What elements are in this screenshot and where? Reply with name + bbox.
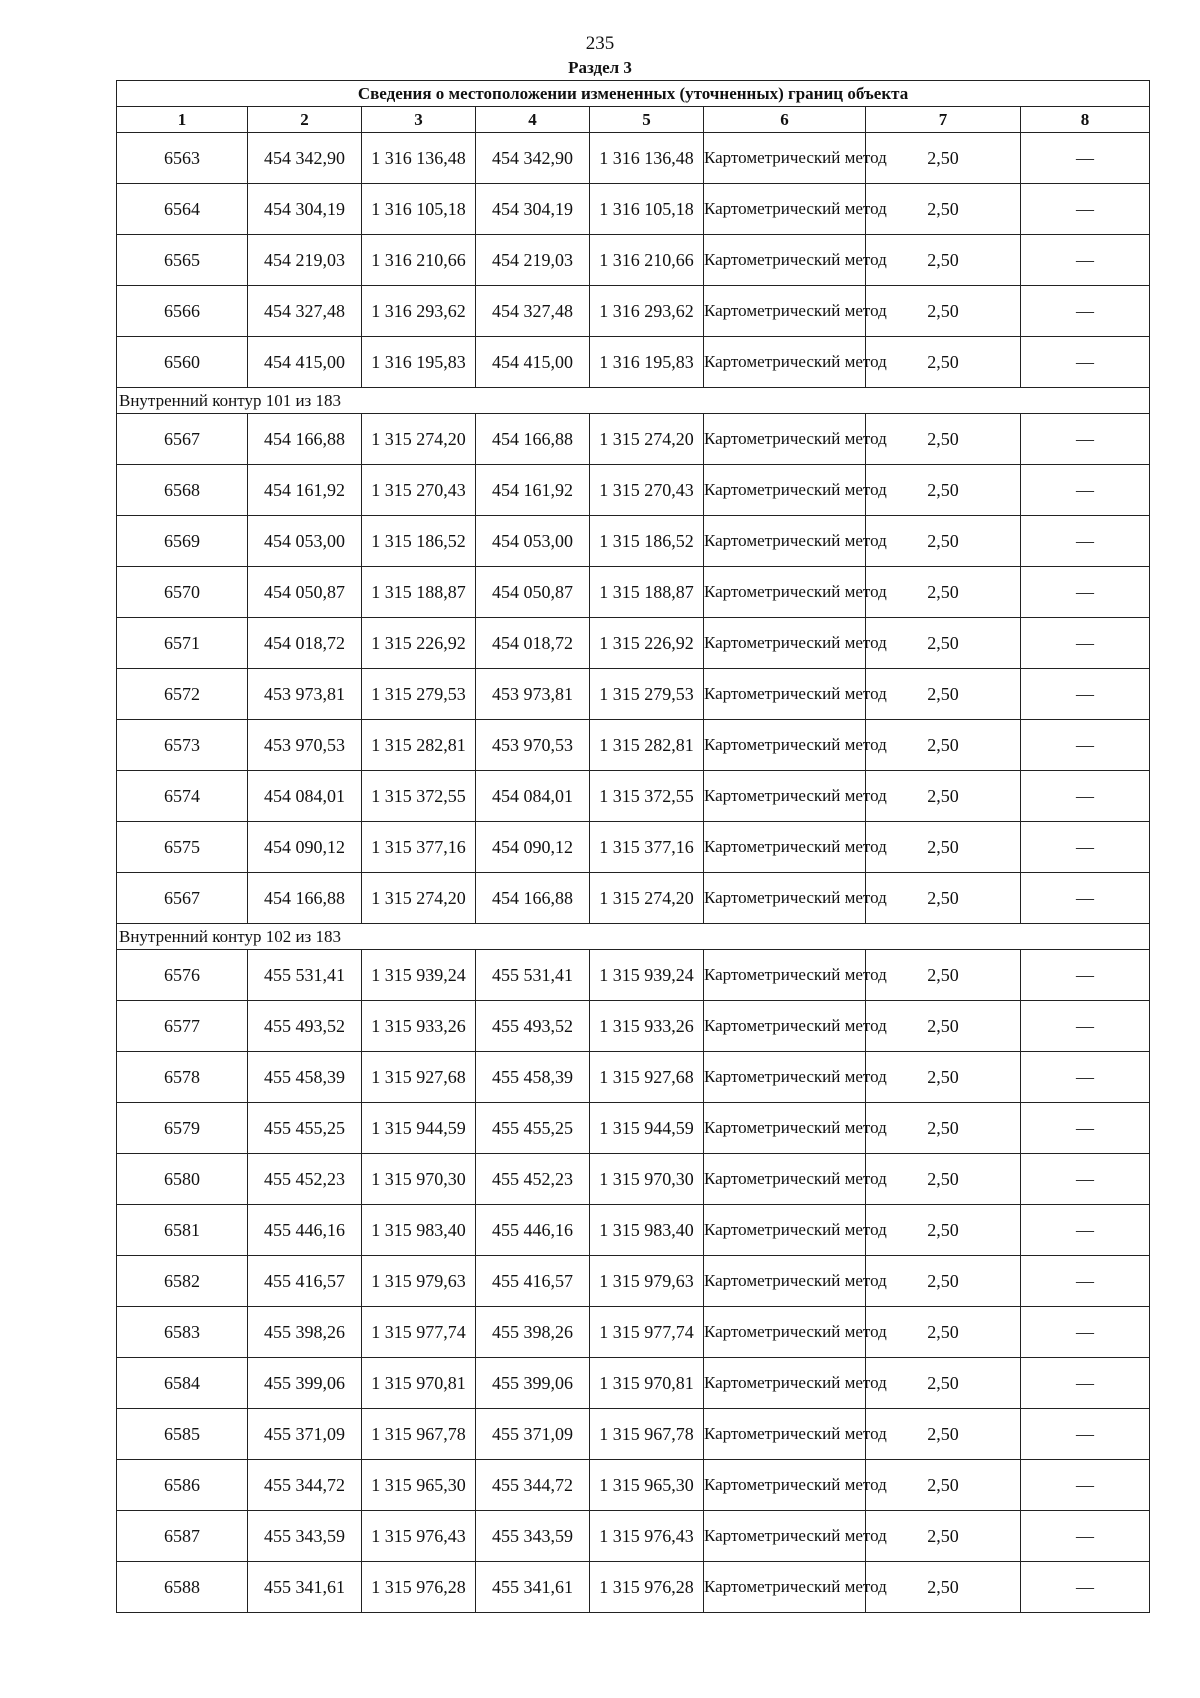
point-number-cell: 6569 — [117, 516, 248, 567]
table-row — [117, 465, 1150, 516]
accuracy-cell: 2,50 — [866, 1358, 1021, 1409]
coord-x-existing-cell: 455 416,57 — [248, 1256, 362, 1307]
point-number-cell: 6572 — [117, 669, 248, 720]
coord-x-new-cell: 455 399,06 — [476, 1358, 590, 1409]
accuracy-cell: 2,50 — [866, 414, 1021, 465]
point-number-cell: 6567 — [117, 873, 248, 924]
coord-x-existing-cell: 455 341,61 — [248, 1562, 362, 1613]
coord-y-existing-cell: 1 315 274,20 — [362, 414, 476, 465]
coord-x-new-cell: 454 090,12 — [476, 822, 590, 873]
description-cell: — — [1021, 720, 1150, 771]
table-row — [117, 1103, 1150, 1154]
coord-x-new-cell: 454 053,00 — [476, 516, 590, 567]
coord-x-new-cell: 454 018,72 — [476, 618, 590, 669]
description-cell: — — [1021, 133, 1150, 184]
coord-y-existing-cell: 1 315 970,81 — [362, 1358, 476, 1409]
coord-y-new-cell: 1 315 933,26 — [590, 1001, 704, 1052]
table-row — [117, 669, 1150, 720]
method-text: Картометрический метод — [704, 582, 887, 601]
accuracy-cell: 2,50 — [866, 1052, 1021, 1103]
point-number-cell: 6582 — [117, 1256, 248, 1307]
coord-x-existing-cell: 455 493,52 — [248, 1001, 362, 1052]
point-number-cell: 6575 — [117, 822, 248, 873]
method-text: Картометрический метод — [704, 1220, 887, 1239]
accuracy-cell: 2,50 — [866, 516, 1021, 567]
coord-y-new-cell: 1 315 983,40 — [590, 1205, 704, 1256]
coord-x-new-cell: 455 458,39 — [476, 1052, 590, 1103]
coord-x-existing-cell: 455 399,06 — [248, 1358, 362, 1409]
coord-x-new-cell: 455 531,41 — [476, 950, 590, 1001]
coord-y-new-cell: 1 315 977,74 — [590, 1307, 704, 1358]
accuracy-cell: 2,50 — [866, 235, 1021, 286]
method-cell — [704, 1001, 887, 1052]
method-cell — [704, 133, 887, 184]
accuracy-cell: 2,50 — [866, 465, 1021, 516]
method-text: Картометрический метод — [704, 1322, 887, 1341]
description-cell: — — [1021, 1052, 1150, 1103]
coord-x-existing-cell: 454 327,48 — [248, 286, 362, 337]
accuracy-cell: 2,50 — [866, 950, 1021, 1001]
method-text: Картометрический метод — [704, 148, 887, 167]
coord-y-existing-cell: 1 315 970,30 — [362, 1154, 476, 1205]
column-number-row — [117, 107, 1150, 133]
coord-x-existing-cell: 454 053,00 — [248, 516, 362, 567]
table-row — [117, 1409, 1150, 1460]
method-text: Картометрический метод — [704, 1475, 887, 1494]
accuracy-cell: 2,50 — [866, 822, 1021, 873]
point-number-cell: 6560 — [117, 337, 248, 388]
description-cell: — — [1021, 1001, 1150, 1052]
column-header: 2 — [248, 107, 362, 133]
coord-x-existing-cell: 455 398,26 — [248, 1307, 362, 1358]
point-number-cell: 6576 — [117, 950, 248, 1001]
coord-y-existing-cell: 1 315 270,43 — [362, 465, 476, 516]
method-cell — [704, 771, 887, 822]
accuracy-cell: 2,50 — [866, 567, 1021, 618]
point-number-cell: 6568 — [117, 465, 248, 516]
table-row — [117, 286, 1150, 337]
method-cell — [704, 465, 887, 516]
accuracy-cell: 2,50 — [866, 1256, 1021, 1307]
method-cell — [704, 1307, 887, 1358]
table-row — [117, 567, 1150, 618]
description-cell: — — [1021, 337, 1150, 388]
description-cell: — — [1021, 184, 1150, 235]
table-row — [117, 1205, 1150, 1256]
accuracy-cell: 2,50 — [866, 873, 1021, 924]
point-number-cell: 6565 — [117, 235, 248, 286]
point-number-cell: 6583 — [117, 1307, 248, 1358]
coord-y-existing-cell: 1 315 965,30 — [362, 1460, 476, 1511]
method-cell — [704, 184, 887, 235]
description-cell: — — [1021, 235, 1150, 286]
coord-x-existing-cell: 455 531,41 — [248, 950, 362, 1001]
description-cell: — — [1021, 414, 1150, 465]
method-cell — [704, 1562, 887, 1613]
coord-x-existing-cell: 454 090,12 — [248, 822, 362, 873]
point-number-cell: 6564 — [117, 184, 248, 235]
table-row — [117, 720, 1150, 771]
coord-y-new-cell: 1 316 210,66 — [590, 235, 704, 286]
point-number-cell: 6566 — [117, 286, 248, 337]
description-cell: — — [1021, 465, 1150, 516]
coord-y-existing-cell: 1 315 967,78 — [362, 1409, 476, 1460]
table-row — [117, 414, 1150, 465]
table-row — [117, 1460, 1150, 1511]
method-text: Картометрический метод — [704, 1118, 887, 1137]
coord-x-existing-cell: 455 343,59 — [248, 1511, 362, 1562]
description-cell: — — [1021, 1307, 1150, 1358]
coord-y-existing-cell: 1 315 377,16 — [362, 822, 476, 873]
coord-y-new-cell: 1 316 195,83 — [590, 337, 704, 388]
coord-y-new-cell: 1 315 976,43 — [590, 1511, 704, 1562]
method-cell — [704, 286, 887, 337]
coord-x-new-cell: 455 371,09 — [476, 1409, 590, 1460]
coord-x-new-cell: 455 343,59 — [476, 1511, 590, 1562]
coord-y-existing-cell: 1 315 983,40 — [362, 1205, 476, 1256]
point-number-cell: 6580 — [117, 1154, 248, 1205]
coord-y-existing-cell: 1 316 210,66 — [362, 235, 476, 286]
coord-x-existing-cell: 453 970,53 — [248, 720, 362, 771]
description-cell: — — [1021, 1103, 1150, 1154]
table-caption-row — [117, 81, 1150, 107]
description-cell: — — [1021, 771, 1150, 822]
coord-y-new-cell: 1 315 186,52 — [590, 516, 704, 567]
coord-y-existing-cell: 1 315 186,52 — [362, 516, 476, 567]
description-cell: — — [1021, 950, 1150, 1001]
method-cell — [704, 1460, 887, 1511]
column-header: 4 — [476, 107, 590, 133]
coord-x-new-cell: 454 342,90 — [476, 133, 590, 184]
table-row — [117, 1154, 1150, 1205]
method-text: Картометрический метод — [704, 965, 887, 984]
method-text: Картометрический метод — [704, 633, 887, 652]
coord-y-new-cell: 1 315 270,43 — [590, 465, 704, 516]
method-cell — [704, 414, 887, 465]
method-text: Картометрический метод — [704, 480, 887, 499]
coord-y-new-cell: 1 315 970,30 — [590, 1154, 704, 1205]
point-number-cell: 6574 — [117, 771, 248, 822]
coord-x-existing-cell: 455 446,16 — [248, 1205, 362, 1256]
coord-x-new-cell: 453 973,81 — [476, 669, 590, 720]
accuracy-cell: 2,50 — [866, 184, 1021, 235]
coord-x-existing-cell: 454 166,88 — [248, 873, 362, 924]
description-cell: — — [1021, 1256, 1150, 1307]
method-cell — [704, 822, 887, 873]
description-cell: — — [1021, 286, 1150, 337]
point-number-cell: 6578 — [117, 1052, 248, 1103]
coord-x-new-cell: 454 219,03 — [476, 235, 590, 286]
coord-x-existing-cell: 454 018,72 — [248, 618, 362, 669]
method-text: Картометрический метод — [704, 1577, 887, 1596]
point-number-cell: 6581 — [117, 1205, 248, 1256]
table-row — [117, 516, 1150, 567]
method-cell — [704, 950, 887, 1001]
coord-y-new-cell: 1 315 377,16 — [590, 822, 704, 873]
coord-x-existing-cell: 454 161,92 — [248, 465, 362, 516]
method-text: Картометрический метод — [704, 352, 887, 371]
method-cell — [704, 1256, 887, 1307]
method-text: Картометрический метод — [704, 837, 887, 856]
method-cell — [704, 337, 887, 388]
method-text: Картометрический метод — [704, 1067, 887, 1086]
point-number-cell: 6563 — [117, 133, 248, 184]
coord-y-existing-cell: 1 315 944,59 — [362, 1103, 476, 1154]
table-row — [117, 1052, 1150, 1103]
method-text: Картометрический метод — [704, 888, 887, 907]
description-cell: — — [1021, 618, 1150, 669]
table-row — [117, 235, 1150, 286]
coord-x-new-cell: 454 084,01 — [476, 771, 590, 822]
table-row — [117, 873, 1150, 924]
method-text: Картометрический метод — [704, 684, 887, 703]
coord-x-existing-cell: 454 166,88 — [248, 414, 362, 465]
column-header: 3 — [362, 107, 476, 133]
coord-y-new-cell: 1 315 372,55 — [590, 771, 704, 822]
table-row — [117, 618, 1150, 669]
point-number-cell: 6579 — [117, 1103, 248, 1154]
point-number-cell: 6577 — [117, 1001, 248, 1052]
table-row — [117, 1001, 1150, 1052]
coord-x-existing-cell: 454 219,03 — [248, 235, 362, 286]
coord-y-new-cell: 1 315 274,20 — [590, 414, 704, 465]
description-cell: — — [1021, 1154, 1150, 1205]
method-text: Картометрический метод — [704, 429, 887, 448]
coord-x-new-cell: 455 452,23 — [476, 1154, 590, 1205]
coord-x-new-cell: 455 341,61 — [476, 1562, 590, 1613]
boundary-coordinates-table — [116, 80, 1150, 1613]
accuracy-cell: 2,50 — [866, 669, 1021, 720]
contour-label: Внутренний контур 102 из 183 — [117, 924, 1150, 950]
coord-y-new-cell: 1 315 970,81 — [590, 1358, 704, 1409]
method-cell — [704, 1052, 887, 1103]
coord-y-new-cell: 1 316 105,18 — [590, 184, 704, 235]
section-title: Раздел 3 — [568, 58, 632, 77]
method-text: Картометрический метод — [704, 1271, 887, 1290]
coord-y-existing-cell: 1 316 293,62 — [362, 286, 476, 337]
table-row — [117, 1358, 1150, 1409]
coord-x-existing-cell: 454 304,19 — [248, 184, 362, 235]
coord-y-new-cell: 1 315 979,63 — [590, 1256, 704, 1307]
coord-x-new-cell: 454 166,88 — [476, 873, 590, 924]
coord-y-new-cell: 1 315 939,24 — [590, 950, 704, 1001]
accuracy-cell: 2,50 — [866, 771, 1021, 822]
coord-y-existing-cell: 1 315 933,26 — [362, 1001, 476, 1052]
coord-y-new-cell: 1 315 226,92 — [590, 618, 704, 669]
coord-x-new-cell: 455 398,26 — [476, 1307, 590, 1358]
coord-x-new-cell: 454 166,88 — [476, 414, 590, 465]
column-header: 1 — [117, 107, 248, 133]
table-body — [117, 133, 1150, 1613]
column-header: 6 — [704, 107, 866, 133]
description-cell: — — [1021, 1511, 1150, 1562]
column-header: 7 — [866, 107, 1021, 133]
accuracy-cell: 2,50 — [866, 337, 1021, 388]
coord-x-new-cell: 455 446,16 — [476, 1205, 590, 1256]
coord-x-existing-cell: 454 415,00 — [248, 337, 362, 388]
method-text: Картометрический метод — [704, 1016, 887, 1035]
method-cell — [704, 1358, 887, 1409]
coord-x-new-cell: 453 970,53 — [476, 720, 590, 771]
point-number-cell: 6586 — [117, 1460, 248, 1511]
accuracy-cell: 2,50 — [866, 1154, 1021, 1205]
method-cell — [704, 1205, 887, 1256]
table-row — [117, 1562, 1150, 1613]
coord-y-new-cell: 1 315 967,78 — [590, 1409, 704, 1460]
coord-y-new-cell: 1 315 282,81 — [590, 720, 704, 771]
point-number-cell: 6571 — [117, 618, 248, 669]
method-cell — [704, 618, 887, 669]
coord-y-existing-cell: 1 315 979,63 — [362, 1256, 476, 1307]
table-row — [117, 950, 1150, 1001]
method-cell — [704, 1103, 887, 1154]
description-cell: — — [1021, 873, 1150, 924]
description-cell: — — [1021, 1562, 1150, 1613]
method-text: Картометрический метод — [704, 1424, 887, 1443]
coord-x-existing-cell: 455 455,25 — [248, 1103, 362, 1154]
description-cell: — — [1021, 1205, 1150, 1256]
point-number-cell: 6573 — [117, 720, 248, 771]
coord-x-new-cell: 455 416,57 — [476, 1256, 590, 1307]
method-cell — [704, 669, 887, 720]
coord-y-existing-cell: 1 315 976,43 — [362, 1511, 476, 1562]
coord-y-existing-cell: 1 315 976,28 — [362, 1562, 476, 1613]
coord-y-new-cell: 1 316 293,62 — [590, 286, 704, 337]
contour-label: Внутренний контур 101 из 183 — [117, 388, 1150, 414]
coord-x-new-cell: 455 344,72 — [476, 1460, 590, 1511]
accuracy-cell: 2,50 — [866, 1307, 1021, 1358]
method-cell — [704, 516, 887, 567]
method-cell — [704, 873, 887, 924]
coord-x-existing-cell: 455 371,09 — [248, 1409, 362, 1460]
coord-x-new-cell: 454 161,92 — [476, 465, 590, 516]
accuracy-cell: 2,50 — [866, 1205, 1021, 1256]
method-cell — [704, 567, 887, 618]
description-cell: — — [1021, 669, 1150, 720]
table-row — [117, 771, 1150, 822]
coord-y-existing-cell: 1 315 279,53 — [362, 669, 476, 720]
method-text: Картометрический метод — [704, 1526, 887, 1545]
coord-y-new-cell: 1 315 188,87 — [590, 567, 704, 618]
method-text: Картометрический метод — [704, 786, 887, 805]
description-cell: — — [1021, 516, 1150, 567]
point-number-cell: 6567 — [117, 414, 248, 465]
accuracy-cell: 2,50 — [866, 286, 1021, 337]
coord-y-existing-cell: 1 315 188,87 — [362, 567, 476, 618]
coord-y-new-cell: 1 315 976,28 — [590, 1562, 704, 1613]
accuracy-cell: 2,50 — [866, 1001, 1021, 1052]
coord-x-existing-cell: 455 458,39 — [248, 1052, 362, 1103]
method-cell — [704, 1154, 887, 1205]
accuracy-cell: 2,50 — [866, 133, 1021, 184]
method-text: Картометрический метод — [704, 735, 887, 754]
coord-y-existing-cell: 1 315 977,74 — [362, 1307, 476, 1358]
accuracy-cell: 2,50 — [866, 1460, 1021, 1511]
method-cell — [704, 720, 887, 771]
coord-y-new-cell: 1 316 136,48 — [590, 133, 704, 184]
contour-header-row — [117, 388, 1150, 414]
description-cell: — — [1021, 1460, 1150, 1511]
coord-x-new-cell: 454 050,87 — [476, 567, 590, 618]
coord-y-new-cell: 1 315 927,68 — [590, 1052, 704, 1103]
method-cell — [704, 1511, 887, 1562]
table-row — [117, 184, 1150, 235]
column-header: 5 — [590, 107, 704, 133]
coord-x-existing-cell: 455 344,72 — [248, 1460, 362, 1511]
description-cell: — — [1021, 1358, 1150, 1409]
point-number-cell: 6587 — [117, 1511, 248, 1562]
method-text: Картометрический метод — [704, 1373, 887, 1392]
coord-x-existing-cell: 455 452,23 — [248, 1154, 362, 1205]
coord-x-new-cell: 455 455,25 — [476, 1103, 590, 1154]
table-row — [117, 1307, 1150, 1358]
contour-header-row — [117, 924, 1150, 950]
table-row — [117, 133, 1150, 184]
column-header: 8 — [1021, 107, 1150, 133]
coord-x-new-cell: 454 415,00 — [476, 337, 590, 388]
method-text: Картометрический метод — [704, 1169, 887, 1188]
coord-x-existing-cell: 454 050,87 — [248, 567, 362, 618]
table-row — [117, 1256, 1150, 1307]
coord-y-existing-cell: 1 315 372,55 — [362, 771, 476, 822]
coord-y-new-cell: 1 315 944,59 — [590, 1103, 704, 1154]
coord-y-existing-cell: 1 315 282,81 — [362, 720, 476, 771]
coord-y-existing-cell: 1 316 195,83 — [362, 337, 476, 388]
table-caption: Сведения о местоположении измененных (уточненных) границ объекта — [117, 81, 1150, 107]
description-cell: — — [1021, 1409, 1150, 1460]
description-cell: — — [1021, 822, 1150, 873]
table-row — [117, 822, 1150, 873]
point-number-cell: 6585 — [117, 1409, 248, 1460]
coord-y-existing-cell: 1 315 939,24 — [362, 950, 476, 1001]
coord-y-existing-cell: 1 316 105,18 — [362, 184, 476, 235]
point-number-cell: 6588 — [117, 1562, 248, 1613]
accuracy-cell: 2,50 — [866, 618, 1021, 669]
coord-y-new-cell: 1 315 965,30 — [590, 1460, 704, 1511]
table-row — [117, 1511, 1150, 1562]
accuracy-cell: 2,50 — [866, 720, 1021, 771]
coord-x-existing-cell: 453 973,81 — [248, 669, 362, 720]
table-row — [117, 337, 1150, 388]
coord-x-new-cell: 455 493,52 — [476, 1001, 590, 1052]
method-text: Картометрический метод — [704, 301, 887, 320]
accuracy-cell: 2,50 — [866, 1103, 1021, 1154]
method-text: Картометрический метод — [704, 250, 887, 269]
accuracy-cell: 2,50 — [866, 1511, 1021, 1562]
coord-y-new-cell: 1 315 274,20 — [590, 873, 704, 924]
point-number-cell: 6584 — [117, 1358, 248, 1409]
coord-y-existing-cell: 1 316 136,48 — [362, 133, 476, 184]
method-cell — [704, 235, 887, 286]
description-cell: — — [1021, 567, 1150, 618]
point-number-cell: 6570 — [117, 567, 248, 618]
coord-y-new-cell: 1 315 279,53 — [590, 669, 704, 720]
coord-x-new-cell: 454 327,48 — [476, 286, 590, 337]
coord-y-existing-cell: 1 315 226,92 — [362, 618, 476, 669]
method-cell — [704, 1409, 887, 1460]
method-text: Картометрический метод — [704, 199, 887, 218]
accuracy-cell: 2,50 — [866, 1409, 1021, 1460]
coord-x-existing-cell: 454 084,01 — [248, 771, 362, 822]
coord-y-existing-cell: 1 315 927,68 — [362, 1052, 476, 1103]
coord-x-new-cell: 454 304,19 — [476, 184, 590, 235]
coord-y-existing-cell: 1 315 274,20 — [362, 873, 476, 924]
accuracy-cell: 2,50 — [866, 1562, 1021, 1613]
page-number: 235 — [585, 33, 615, 54]
coord-x-existing-cell: 454 342,90 — [248, 133, 362, 184]
method-text: Картометрический метод — [704, 531, 887, 550]
